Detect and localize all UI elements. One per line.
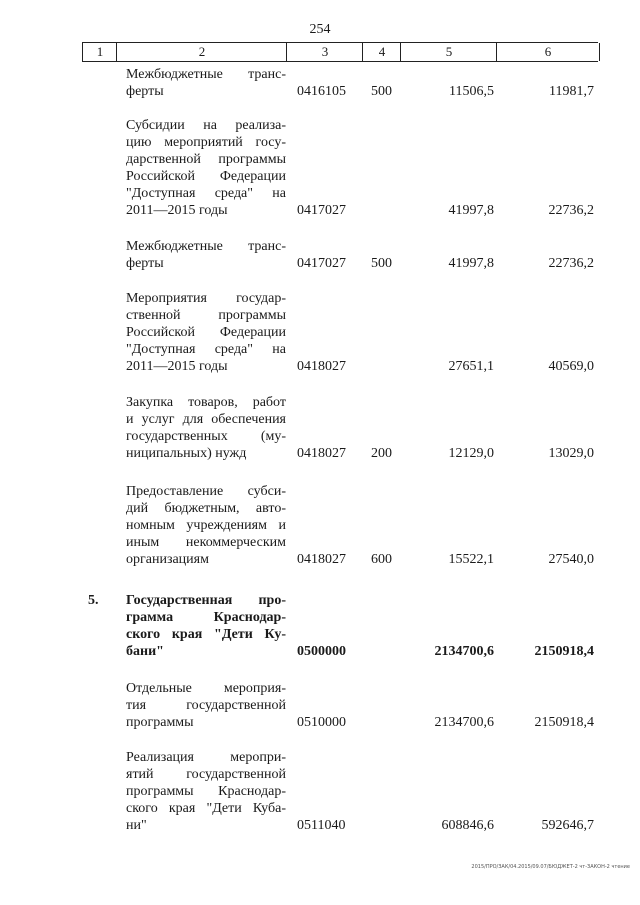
row-value-2014: 15522,1 xyxy=(448,552,494,567)
row-name: Государственная про- грамма Краснодар- ского края "Дети Ку- бани" xyxy=(126,593,286,659)
page-number: 254 xyxy=(309,22,331,37)
row-name: Отдельные мероприя- тия государственной программы xyxy=(126,681,286,730)
row-code: 0416105 xyxy=(297,84,346,99)
row-value-2014: 11506,5 xyxy=(449,84,494,99)
row-name: Мероприятия государ- ственной программы Российской Федерации "Доступная среда" на 2011—2015 годы xyxy=(126,291,286,374)
row-name: Реализация меропри- ятий государственной программы Краснодар- ского края "Дети Куба- ни" xyxy=(126,750,286,833)
row-expense-type: 600 xyxy=(371,552,392,567)
row-value-2014: 2134700,6 xyxy=(434,644,494,659)
row-expense-type: 500 xyxy=(371,256,392,271)
row-name: Предоставление субси- дий бюджетным, авто- номным учреждениям и иным некоммерческим организациям xyxy=(126,484,286,567)
row-code: 0500000 xyxy=(297,644,346,659)
row-value-2015: 2150918,4 xyxy=(534,715,594,730)
row-code: 0510000 xyxy=(297,715,346,730)
row-value-2014: 608846,6 xyxy=(441,818,494,833)
row-number: 5. xyxy=(88,593,99,608)
row-code: 0418027 xyxy=(297,359,346,374)
row-value-2015: 22736,2 xyxy=(548,203,594,218)
header-col-6: 6 xyxy=(496,43,600,61)
row-value-2015: 11981,7 xyxy=(549,84,594,99)
row-code: 0418027 xyxy=(297,446,346,461)
row-code: 0417027 xyxy=(297,203,346,218)
table-header xyxy=(82,42,598,62)
row-value-2015: 592646,7 xyxy=(541,818,594,833)
header-col-1: 1 xyxy=(82,43,117,61)
header-col-2: 2 xyxy=(116,43,287,61)
row-value-2015: 13029,0 xyxy=(548,446,594,461)
row-code: 0511040 xyxy=(297,818,346,833)
row-value-2014: 12129,0 xyxy=(448,446,494,461)
header-col-4: 4 xyxy=(362,43,401,61)
header-col-5: 5 xyxy=(400,43,497,61)
row-value-2014: 2134700,6 xyxy=(434,715,494,730)
row-expense-type: 200 xyxy=(371,446,392,461)
row-name: Межбюджетные транс- ферты xyxy=(126,239,286,271)
header-col-3: 3 xyxy=(286,43,363,61)
row-value-2015: 2150918,4 xyxy=(534,644,594,659)
row-value-2015: 40569,0 xyxy=(548,359,594,374)
row-value-2014: 41997,8 xyxy=(448,256,494,271)
row-value-2015: 22736,2 xyxy=(548,256,594,271)
row-name: Субсидии на реализа- цию мероприятий госу- дарственной программы Российской Федерации "Доступная среда" на 2011—2015 годы xyxy=(126,118,286,218)
file-path-footer: 2015/ПРО/ЗАК/04.2015/09.07/БЮДЖЕТ-2 чт-ЗАКОН-2 чтение xyxy=(471,864,630,870)
row-value-2014: 27651,1 xyxy=(448,359,494,374)
row-value-2015: 27540,0 xyxy=(548,552,594,567)
row-name: Межбюджетные транс- ферты xyxy=(126,67,286,99)
row-name: Закупка товаров, работ и услуг для обеспечения государственных (му- ниципальных) нужд xyxy=(126,395,286,461)
row-code: 0417027 xyxy=(297,256,346,271)
row-expense-type: 500 xyxy=(371,84,392,99)
row-value-2014: 41997,8 xyxy=(448,203,494,218)
row-code: 0418027 xyxy=(297,552,346,567)
